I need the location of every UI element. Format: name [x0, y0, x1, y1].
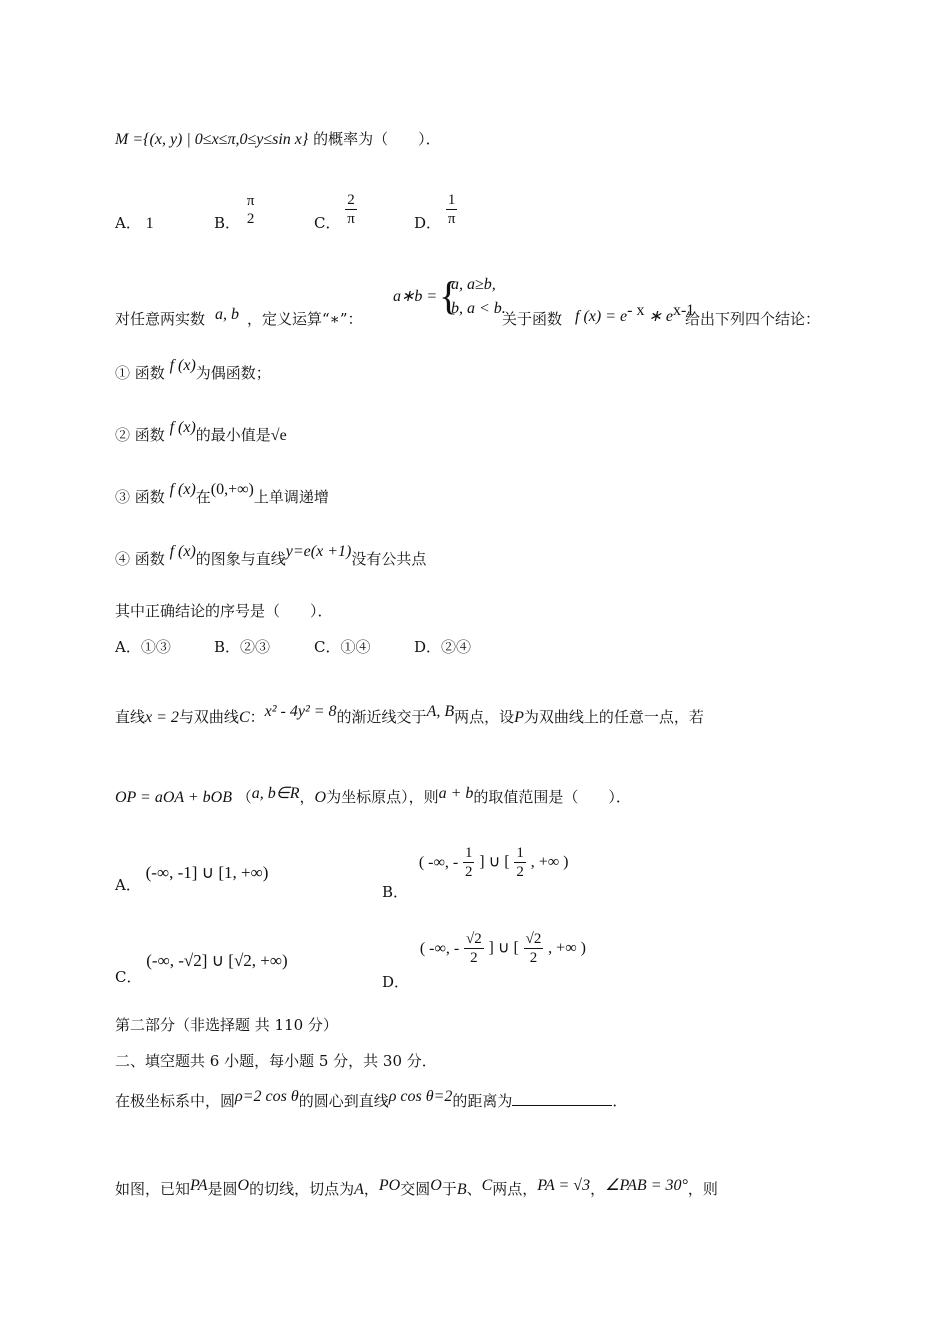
q2-text-d: 给出下列四个结论： [685, 310, 821, 328]
c4-line: y=e(x +1) [285, 543, 352, 560]
c3-fx: f (x) [169, 481, 196, 498]
option-label: C． [115, 968, 142, 986]
answer-blank [512, 1091, 612, 1106]
denominator: 2 [246, 210, 255, 227]
option-value: (-∞, -1] ∪ [1, +∞) [145, 863, 269, 882]
q4-text: 在极坐标系中，圆 [115, 1092, 236, 1110]
q2-option-b: B．②③ [214, 638, 271, 656]
option-label: D． [382, 972, 410, 991]
q1-option-b [214, 186, 256, 233]
q3-stem-line1 [115, 703, 840, 729]
brace-icon: { [439, 273, 459, 318]
q5-text: ，则 [687, 1180, 718, 1198]
interval-mid: ] ∪ [ [488, 939, 519, 957]
q3-text: 的取值范围是（ ）． [473, 788, 631, 806]
q2-option-d: D．②④ [414, 638, 472, 656]
vector-eq: OP = aOA + bOB [115, 789, 232, 806]
q1-option-a [115, 212, 154, 233]
set-expression: M ={(x, y) | 0≤x≤π,0≤y≤sin x} [115, 131, 309, 148]
c3-interval: (0,+∞) [210, 481, 254, 498]
c2-value: √e [270, 427, 287, 444]
c1-suffix: 为偶函数； [195, 364, 271, 382]
q5-text: ， [363, 1180, 379, 1198]
q5-text: 于 [441, 1180, 457, 1198]
line-x2: x = 2 [145, 709, 179, 726]
q5-stem [115, 1178, 840, 1201]
function-def [575, 300, 694, 328]
c1-prefix: ① 函数 [115, 364, 165, 382]
q2-ask: 其中正确结论的序号是（ ）． [115, 602, 333, 620]
q1-text: 的概率为（ ）． [313, 130, 441, 148]
circle-eq: ρ=2 cos θ [235, 1088, 299, 1105]
q2-stem [115, 272, 840, 328]
q3-text: 两点，设 [454, 708, 515, 726]
fraction [514, 844, 526, 881]
numerator: π [246, 192, 255, 209]
c4-suffix: 没有公共点 [351, 550, 427, 568]
q3-option-c [115, 950, 288, 986]
q1-stem [115, 128, 840, 151]
c2-prefix: ② 函数 [115, 426, 165, 444]
func-base: f (x) = e [575, 308, 628, 325]
q4-text: 的圆心到直线 [298, 1092, 389, 1110]
q3-option-b [382, 844, 569, 901]
q5-text: 、 [466, 1180, 482, 1198]
q3-text: 直线 [115, 708, 146, 726]
conclusion-4 [115, 543, 840, 571]
interval-mid: ] ∪ [ [479, 853, 510, 871]
q3-text: （ [236, 788, 252, 806]
option-label: B． [382, 882, 409, 901]
option-label: B． [214, 214, 241, 232]
fraction [245, 192, 257, 228]
q3-text: 的渐近线交于 [336, 708, 427, 726]
circle-o: O [430, 1177, 442, 1194]
denominator: 2 [464, 864, 473, 880]
c4-mid: 的图象与直线 [195, 550, 286, 568]
interval-right: , +∞ ) [530, 853, 569, 871]
interval-right: , +∞ ) [548, 939, 586, 957]
q5-text: 如图，已知 [115, 1180, 191, 1198]
c4-prefix: ④ 函数 [115, 550, 165, 568]
q5-text: 两点， [492, 1180, 538, 1198]
q5-text: 交圆 [400, 1180, 431, 1198]
option-label: A． [115, 876, 141, 894]
option-value: 1 [145, 215, 154, 232]
case-2: b, a < b. [451, 300, 506, 317]
exponent-2: x-1 [672, 302, 695, 319]
denominator: 2 [529, 950, 538, 966]
point-b: B [456, 1181, 467, 1198]
q3-text: ： [249, 708, 265, 726]
interval-left: ( -∞, - [418, 853, 459, 871]
denominator: 2 [470, 950, 478, 966]
fraction [345, 191, 357, 228]
case-1: a, a≥b, [451, 276, 496, 293]
c4-fx: f (x) [169, 543, 196, 560]
origin-o: O [314, 789, 327, 806]
curve-c: C [238, 709, 250, 726]
c1-fx: f (x) [169, 357, 196, 374]
c3-suffix: 上单调递增 [253, 488, 329, 506]
a-plus-b: a + b [438, 785, 474, 802]
q3-text: ， [299, 788, 315, 806]
angle-pab: ∠PAB = 30° [605, 1177, 688, 1194]
q3-text: 为坐标原点），则 [326, 788, 439, 806]
q3-stem-line2 [115, 786, 840, 809]
option-label: D． [414, 214, 442, 232]
q3-option-a [115, 862, 269, 894]
point-p: P [514, 709, 524, 726]
q3-option-d [382, 930, 586, 991]
part2-instructions: 二、填空题共 6 小题，每小题 5 分，共 30 分． [115, 1052, 437, 1070]
numerator: 1 [464, 845, 473, 861]
q5-text: ， [590, 1180, 606, 1198]
denominator: π [447, 211, 456, 227]
conclusion-1 [115, 357, 840, 385]
conclusion-3 [115, 481, 840, 509]
q3-text: 与双曲线 [178, 708, 239, 726]
conclusion-2 [115, 419, 840, 447]
segment-po: PO [378, 1177, 401, 1194]
part2-title: 第二部分（非选择题 共 110 分） [115, 1016, 338, 1034]
line-eq: ρ cos θ=2 [388, 1088, 453, 1105]
q2-text-c: 关于函数 [502, 310, 563, 328]
func-star: ∗ e [644, 308, 673, 325]
pa-length: PA = √3 [537, 1177, 591, 1194]
q4-end: ． [612, 1092, 628, 1110]
fraction [463, 844, 475, 881]
q3-text: 为双曲线上的任意一点，若 [523, 708, 704, 726]
q2-text-a: 对任意两实数 [115, 310, 206, 328]
q2-text-b: ，定义运算“∗”： [247, 310, 363, 328]
q1-option-c [314, 186, 357, 233]
circle-o: O [237, 1177, 250, 1194]
c3-mid: 在 [195, 488, 211, 506]
denominator: π [347, 211, 355, 227]
condition: a, b∈R [251, 785, 300, 802]
q1-option-d [414, 186, 457, 233]
segment-pa: PA [190, 1177, 208, 1194]
option-label: C． [314, 214, 341, 232]
operation-lhs: a∗b = [393, 288, 438, 305]
numerator: √2 [525, 931, 542, 947]
fraction [464, 930, 484, 967]
point-c: C [481, 1177, 493, 1194]
denominator: 2 [516, 864, 524, 880]
q5-text: 的切线，切点为 [249, 1180, 355, 1198]
q2-option-a: A．①③ [115, 638, 171, 656]
exponent-1: - x [627, 302, 645, 319]
q5-text: 是圆 [207, 1180, 238, 1198]
fraction [524, 930, 544, 967]
numerator: 2 [345, 191, 357, 210]
option-label: A． [115, 214, 141, 232]
ab-vars: a, b [215, 306, 239, 323]
numerator: √2 [465, 931, 482, 947]
option-value: (-∞, -√2] ∪ [√2, +∞) [146, 951, 288, 970]
numerator: 1 [516, 845, 524, 861]
point-a: A [354, 1181, 364, 1198]
hyperbola-eq: x² - 4y² = 8 [264, 703, 337, 720]
fraction [446, 191, 458, 228]
c2-suffix: 的最小值是 [195, 426, 271, 444]
interval-left: ( -∞, - [419, 939, 460, 957]
numerator: 1 [446, 191, 458, 210]
c2-fx: f (x) [169, 419, 196, 436]
q4-text: 的距离为 [452, 1092, 513, 1110]
points-ab: A, B [426, 703, 455, 720]
q2-option-c: C．①④ [314, 638, 371, 656]
c3-prefix: ③ 函数 [115, 488, 165, 506]
q4-stem [115, 1090, 840, 1113]
